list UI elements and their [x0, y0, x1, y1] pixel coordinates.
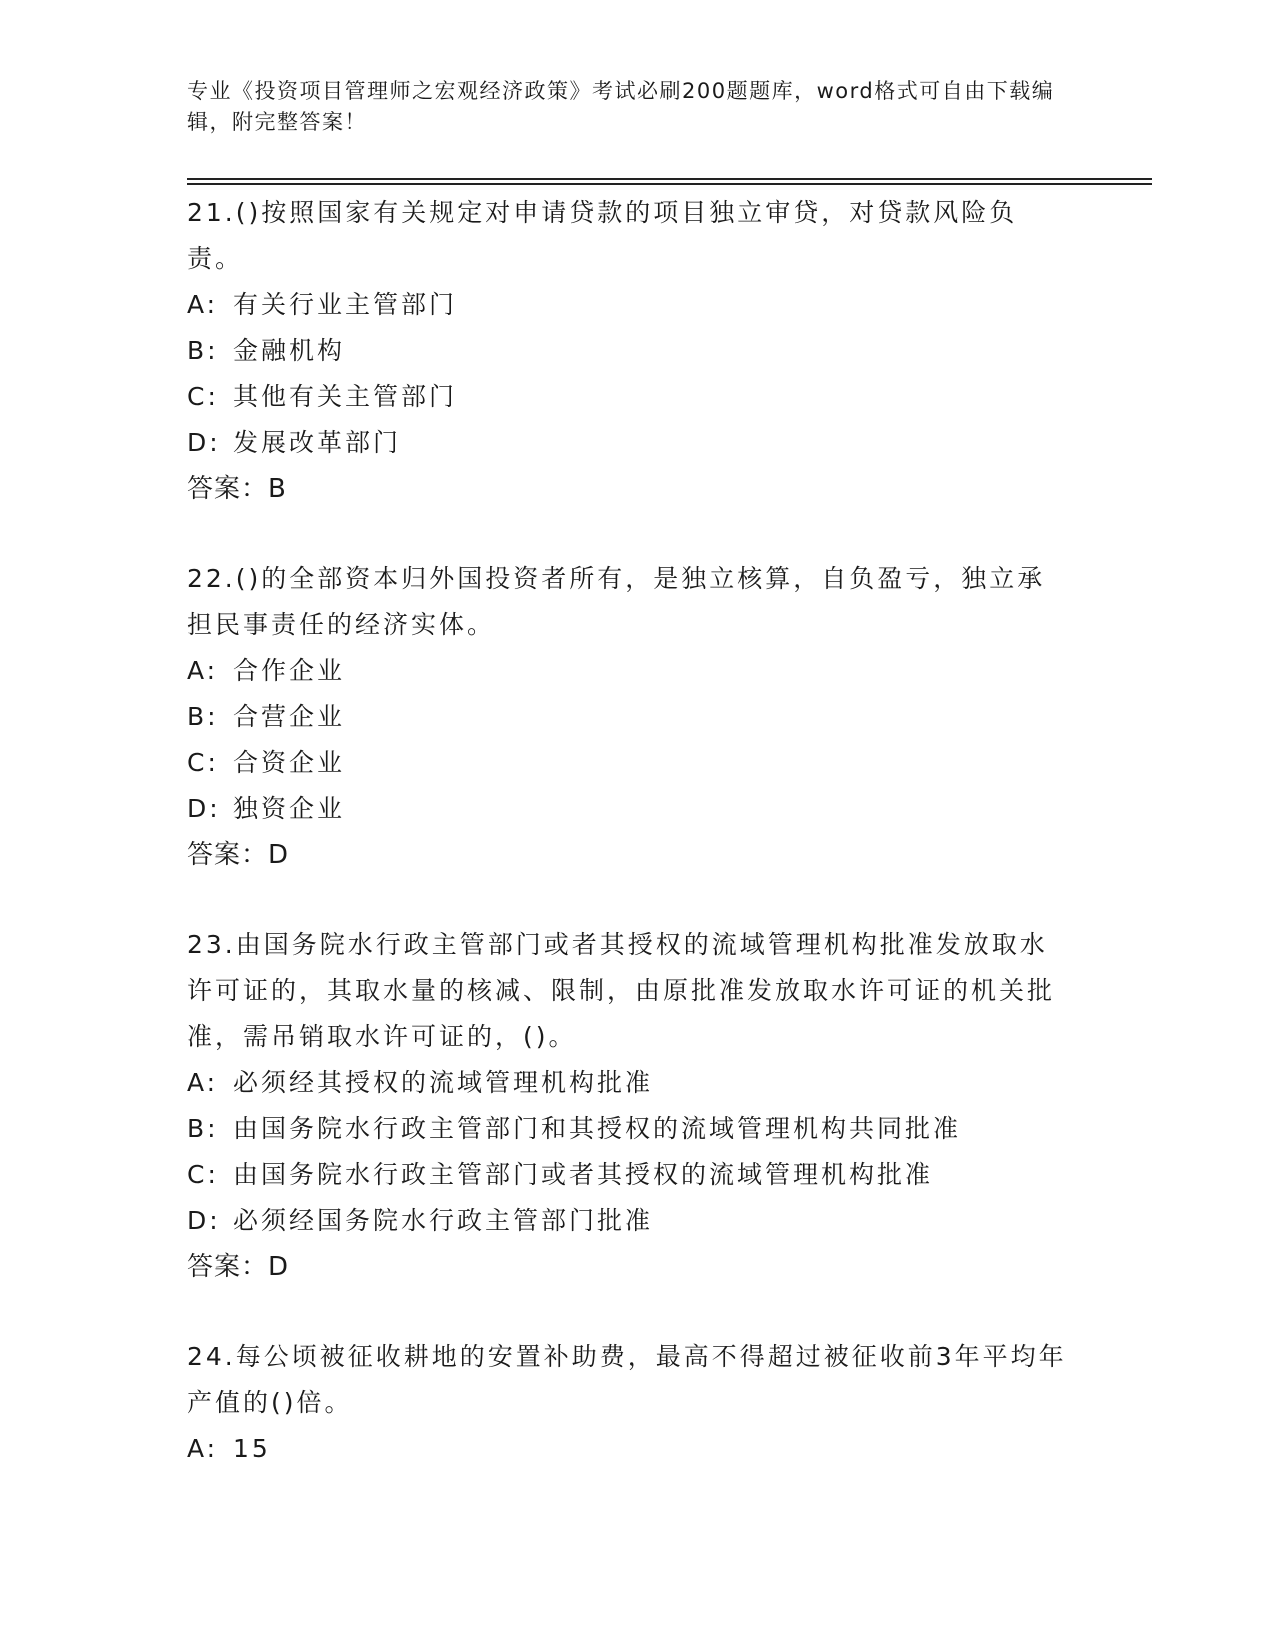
question-21	[187, 190, 1067, 512]
option-text: 合作企业	[233, 656, 346, 685]
option-text: 有关行业主管部门	[233, 290, 458, 319]
option-label: D:	[187, 1206, 221, 1235]
option-text: 由国务院水行政主管部门和其授权的流域管理机构共同批准	[233, 1114, 962, 1143]
option-text: 必须经其授权的流域管理机构批准	[233, 1068, 654, 1097]
option-text: 发展改革部门	[233, 428, 402, 457]
question-23	[187, 922, 1067, 1290]
option-text: 15	[233, 1434, 271, 1463]
question-spacer	[187, 1290, 1067, 1334]
option-label: D:	[187, 794, 221, 823]
question-22	[187, 556, 1067, 878]
question-24	[187, 1334, 1067, 1472]
option-b	[187, 1106, 1067, 1152]
option-d	[187, 786, 1067, 832]
question-text: 24.每公顷被征收耕地的安置补助费，最高不得超过被征收前3年平均年产值的()倍。	[187, 1342, 1067, 1417]
option-label: B:	[187, 336, 219, 365]
option-text: 其他有关主管部门	[233, 382, 458, 411]
option-label: C:	[187, 1160, 219, 1189]
option-label: A:	[187, 1434, 219, 1463]
option-d	[187, 420, 1067, 466]
option-c	[187, 740, 1067, 786]
answer: 答案：B	[187, 474, 287, 504]
question-list	[187, 190, 1067, 1472]
header-divider	[187, 178, 1152, 180]
option-text: 由国务院水行政主管部门或者其授权的流域管理机构批准	[233, 1160, 934, 1189]
option-c	[187, 374, 1067, 420]
option-label: B:	[187, 702, 219, 731]
option-a	[187, 282, 1067, 328]
option-a	[187, 648, 1067, 694]
option-b	[187, 328, 1067, 374]
option-label: B:	[187, 1114, 219, 1143]
question-text: 22.()的全部资本归外国投资者所有，是独立核算，自负盈亏，独立承担民事责任的经济实体。	[187, 564, 1046, 639]
option-label: A:	[187, 656, 219, 685]
option-label: C:	[187, 748, 219, 777]
header-divider-double	[187, 183, 1152, 185]
option-c	[187, 1152, 1067, 1198]
option-text: 合营企业	[233, 702, 346, 731]
option-d	[187, 1198, 1067, 1244]
question-spacer	[187, 878, 1067, 922]
option-label: D:	[187, 428, 221, 457]
question-spacer	[187, 512, 1067, 556]
option-a	[187, 1426, 1067, 1472]
answer: 答案：D	[187, 840, 290, 870]
question-text: 23.由国务院水行政主管部门或者其授权的流域管理机构批准发放取水许可证的，其取水量的核减、限制，由原批准发放取水许可证的机关批准，需吊销取水许可证的，()。	[187, 930, 1056, 1051]
option-text: 独资企业	[233, 794, 346, 823]
question-text: 21.()按照国家有关规定对申请贷款的项目独立审贷，对贷款风险负责。	[187, 198, 1018, 273]
option-text: 合资企业	[233, 748, 346, 777]
option-label: A:	[187, 290, 219, 319]
option-text: 必须经国务院水行政主管部门批准	[233, 1206, 654, 1235]
option-label: A:	[187, 1068, 219, 1097]
option-label: C:	[187, 382, 219, 411]
option-b	[187, 694, 1067, 740]
document-header: 专业《投资项目管理师之宏观经济政策》考试必刷200题题库，word格式可自由下载编辑，附完整答案！	[187, 79, 1055, 134]
answer: 答案：D	[187, 1252, 290, 1282]
option-text: 金融机构	[233, 336, 346, 365]
option-a	[187, 1060, 1067, 1106]
